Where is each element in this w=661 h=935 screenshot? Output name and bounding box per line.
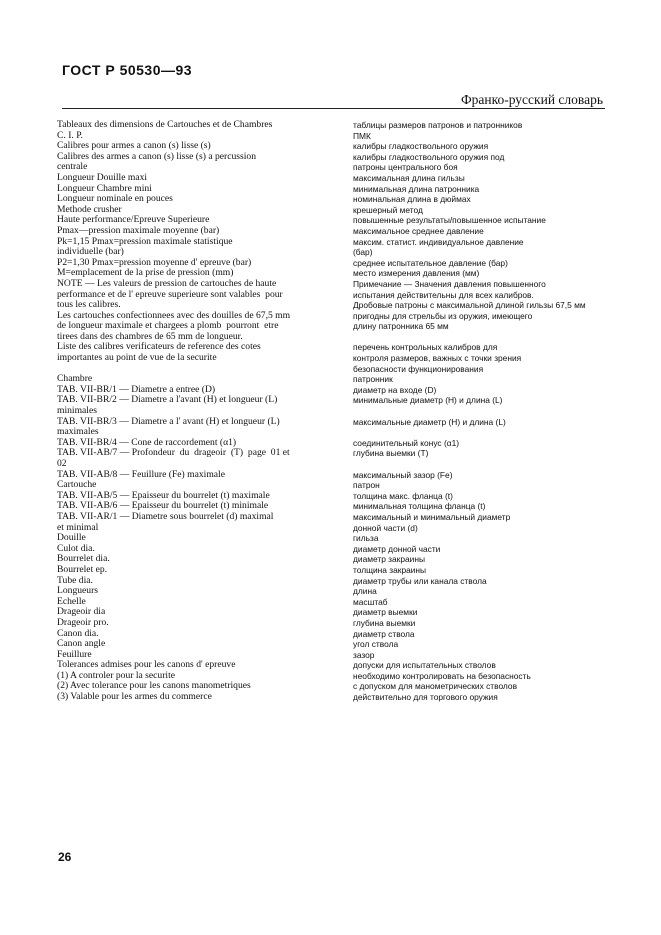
russian-line: пригодны для стрельбы из оружия, имеющего — [353, 310, 533, 321]
french-line: centrale — [57, 161, 88, 173]
french-line: Les cartouches confectionnees avec des douilles de 67,5 mm — [57, 309, 291, 321]
french-line: Calibres pour armes a canon (s) lisse (s) — [57, 140, 211, 152]
russian-line: повышенные результаты/повышенное испытание — [353, 215, 546, 226]
russian-line: крешерный метод — [353, 204, 423, 215]
russian-line: донной части (d) — [353, 522, 418, 533]
russian-line: калибры гладкоствольного оружия под — [353, 151, 505, 162]
russian-line — [353, 427, 613, 438]
russian-line: действительно для торгового оружия — [353, 692, 498, 703]
french-line: Drageoir dia — [57, 606, 106, 618]
russian-line: длину патронника 65 мм — [353, 321, 449, 332]
french-line: TAB. VII-BR/4 — Cone de raccordement (α1) — [57, 436, 237, 448]
standard-header: ГОСТ Р 50530—93 — [62, 62, 193, 78]
russian-line: допуски для испытательных стволов — [353, 660, 496, 671]
russian-line: максимальное среднее давление — [353, 225, 484, 236]
russian-line: необходимо контролировать на безопасность — [353, 670, 531, 681]
russian-line: патрон — [353, 480, 380, 491]
french-line: Bourrelet dia. — [57, 553, 110, 565]
french-line: Drageoir pro. — [57, 616, 109, 628]
french-line: minimales — [57, 405, 97, 417]
french-line: (3) Valable pour les armes du commerce — [57, 691, 212, 703]
section-title: Франко-русский словарь — [460, 92, 603, 107]
russian-line: толщина закраины — [353, 564, 427, 575]
russian-line: калибры гладкоствольного оружия — [353, 141, 489, 152]
french-line: et minimal — [57, 521, 99, 533]
russian-line: место измерения давления (мм) — [353, 268, 480, 279]
russian-line: диаметр трубы или канала ствола — [353, 575, 487, 586]
russian-line: минимальные диаметр (H) и длина (L) — [353, 395, 503, 406]
french-line: (1) A controler pour la securite — [57, 669, 176, 681]
french-line: Haute performance/Epreuve Superieure — [57, 214, 210, 226]
russian-line: среднее испытательное давление (бар) — [353, 257, 508, 268]
french-line: Echelle — [57, 595, 86, 607]
french-line: TAB. VII-BR/3 — Diametre a l' avant (H) et longueur (L) — [57, 415, 280, 427]
russian-column — [353, 120, 613, 703]
russian-line: минимальная толщина фланца (t) — [353, 501, 486, 512]
russian-line: максимальные диаметр (H) и длина (L) — [353, 416, 506, 427]
french-line: Liste des calibres verificateurs de reference des cotes — [57, 341, 261, 353]
french-line: Culot dia. — [57, 542, 95, 554]
russian-line: масштаб — [353, 596, 388, 607]
french-line: NOTE — Les valeurs de pression de cartouches de haute — [57, 277, 277, 289]
russian-line: глубина выемки (T) — [353, 448, 429, 459]
russian-line: номинальная длина в дюймах — [353, 194, 471, 205]
french-line: Canon angle — [57, 638, 106, 650]
russian-line — [353, 459, 613, 470]
russian-line: диаметр на входе (D) — [353, 384, 437, 395]
french-line: 02 — [57, 458, 67, 469]
french-line: Longueur Douille maxi — [57, 171, 148, 183]
french-line: tirees dans des chambres de 65 mm de longueur. — [57, 330, 243, 342]
russian-line: максимальный и минимальный диаметр — [353, 511, 511, 522]
page-number: 26 — [58, 850, 72, 864]
header-rule — [62, 108, 605, 109]
french-line: Douille — [57, 532, 86, 544]
french-line: M=emplacement de la prise de pression (mm) — [57, 267, 234, 279]
russian-line: контроля размеров, важных с точки зрения — [353, 353, 522, 364]
russian-line — [353, 332, 613, 343]
russian-line: испытания действительны для всех калибров. — [353, 289, 534, 300]
russian-line: максимальная длина гильзы — [353, 172, 465, 183]
russian-line: безопасности функционирования — [353, 363, 484, 374]
french-line: TAB. VII-BR/2 — Diametre a l'avant (H) et longueur (L) — [57, 394, 278, 406]
russian-line: гильза — [353, 533, 379, 544]
russian-line: таблицы размеров патронов и патронников — [353, 120, 523, 130]
french-line: Cartouche — [57, 479, 97, 491]
french-line: Methode crusher — [57, 203, 122, 215]
french-line: performance et de l' epreuve superieure sont valables pour — [57, 288, 283, 300]
russian-line: диаметр донной части — [353, 543, 441, 554]
french-line: tous les calibres. — [57, 299, 121, 311]
russian-line: толщина макс. фланца (t) — [353, 490, 453, 501]
french-column — [57, 120, 332, 703]
russian-line: максимальный зазор (Fe) — [353, 469, 453, 480]
french-line: TAB. VII-AB/6 — Epaisseur du bourrelet (t) minimale — [57, 500, 269, 512]
french-line: Pmax—pression maximale moyenne (bar) — [57, 224, 220, 236]
french-line: de longueur maximale et chargees a plomb pourront etre — [57, 320, 279, 332]
french-line: Canon dia. — [57, 627, 99, 639]
russian-line: ПМК — [353, 130, 371, 141]
russian-line: (бар) — [353, 247, 373, 258]
russian-line: угол ствола — [353, 639, 399, 650]
french-line: P2=1,30 Pmax=pression moyenne d' epreuve (bar) — [57, 256, 252, 268]
french-line: TAB. VII-BR/1 — Diametre a entree (D) — [57, 383, 216, 395]
french-line: maximales — [57, 426, 99, 438]
french-line: Tolerances admises pour les canons d' epreuve — [57, 659, 236, 671]
french-line: Longueurs — [57, 585, 99, 597]
russian-line: зазор — [353, 649, 375, 660]
french-line: individuelle (bar) — [57, 246, 124, 258]
french-line: Longueur Chambre mini — [57, 182, 152, 194]
french-line: C. I. P. — [57, 129, 83, 141]
russian-line: длина — [353, 586, 377, 597]
french-line: Tableaux des dimensions de Cartouches et de Chambres — [57, 119, 273, 130]
french-line: (2) Avec tolerance pour les canons manometriques — [57, 680, 251, 692]
french-line: Feuillure — [57, 648, 92, 660]
russian-line — [353, 406, 613, 417]
french-line: Tube dia. — [57, 574, 93, 586]
french-line: Pk=1,15 Pmax=pression maximale statistique — [57, 235, 233, 247]
russian-line: диаметр закраины — [353, 554, 425, 565]
russian-line: Дробовые патроны с максимальной длиной гильзы 67,5 мм — [353, 300, 586, 311]
french-line: TAB. VII-AB/8 — Feuillure (Fe) maximale — [57, 468, 225, 480]
russian-line: диаметр выемки — [353, 607, 418, 618]
french-line: importantes au point de vue de la securite — [57, 352, 217, 364]
french-line: TAB. VII-AR/1 — Diametre sous bourrelet (d) maximal — [57, 510, 274, 522]
french-line — [57, 364, 332, 375]
french-line: Calibres des armes a canon (s) lisse (s) a percussion — [57, 150, 257, 162]
russian-line: Примечание — Значения давления повышенного — [353, 278, 546, 289]
russian-line: диаметр ствола — [353, 628, 415, 639]
russian-line: перечень контрольных калибров для — [353, 342, 498, 353]
french-line: TAB. VII-AB/5 — Epaisseur du bourrelet (t) maximale — [57, 489, 270, 501]
russian-line: соединительный конус (α1) — [353, 437, 460, 448]
russian-line: минимальная длина патронника — [353, 183, 480, 194]
french-line: TAB. VII-AB/7 — Profondeur du drageoir (T) page 01 et — [57, 447, 290, 459]
russian-line: патроны центрального боя — [353, 162, 458, 173]
french-line: Longueur nominale en pouces — [57, 193, 173, 205]
russian-line: глубина выемки — [353, 617, 416, 628]
french-line: Bourrelet ep. — [57, 563, 108, 575]
russian-line: максим. статист. индивидуальное давление — [353, 236, 524, 247]
french-line: Chambre — [57, 373, 93, 385]
russian-line: с допуском для манометрических стволов — [353, 681, 518, 692]
russian-line: патронник — [353, 374, 393, 385]
